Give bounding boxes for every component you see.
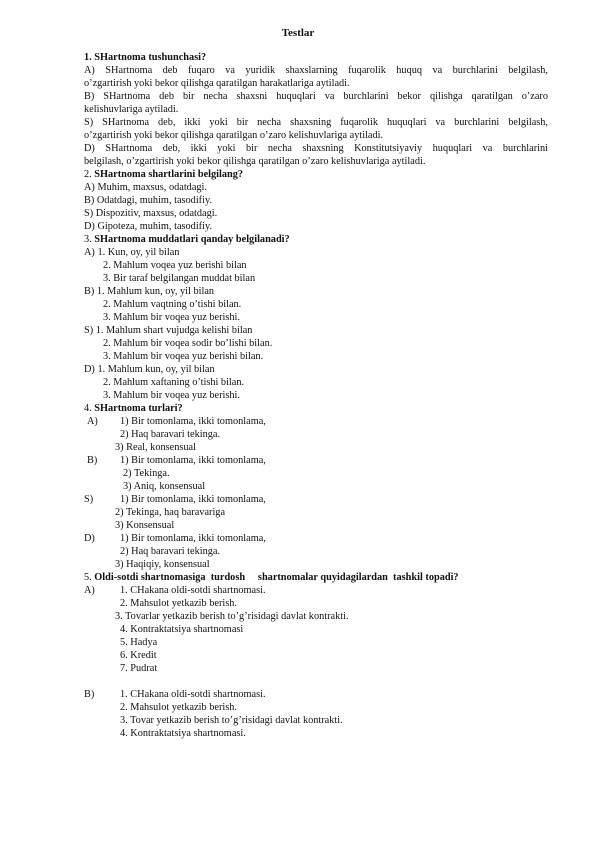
q3-option-d-item2: 2. Mahlum xaftaning o’tishi bilan. [103,377,245,388]
q4-option-c-label: S) [84,494,94,505]
q4-option-d-item2: 2) Haq baravari tekinga. [120,546,221,557]
q2-option-d: D) Gipoteza, muhim, tasodifiy. [84,221,213,232]
q4-option-d-label: D) [84,533,95,544]
q3-option-b-item1: B) 1. Mahlum kun, oy, yil bilan [84,286,215,297]
q4-option-a-item3: 3) Real, konsensual [115,442,196,453]
q5-option-b-item3: 3. Tovar yetkazib berish to’g’risidagi davlat kontrakti. [120,715,343,726]
q1-option-b-line1: B) SHartnoma deb bir necha shaxsni huquqlari va burchlarini bekor qilishga qaratilgan o’zaro [84,91,548,102]
q1-option-b-line2: kelishuvlariga aytiladi. [84,104,179,115]
q2-number: 2. [84,169,95,180]
q5-option-a-item2: 2. Mahsulot yetkazib berish. [120,598,237,609]
page-title: Testlar [281,27,315,39]
q5-option-a-item6: 6. Kredit [120,650,157,661]
q4-heading [84,402,548,415]
q5-option-a-item1: 1. CHakana oldi-sotdi shartnomasi. [120,585,266,596]
q5-heading [84,571,548,584]
q3-option-d-item1: D) 1. Mahlum kun, oy, yil bilan [84,364,215,375]
q5-option-a-label: A) [84,585,95,596]
q1-heading: 1. SHartnoma tushunchasi? [84,52,207,63]
q4-option-b-label: B) [87,455,98,466]
q4-option-a-label: A) [87,416,98,427]
q3-heading [84,233,548,246]
q3-option-b-item2: 2. Mahlum vaqtning o’tishi bilan. [103,299,242,310]
q4-option-c-item2: 2) Tekinga, haq baravariga [115,507,226,518]
q1-option-c-line2: o’zgartirish yoki bekor qilishga qaratilgan o’zaro kelishuvlariga aytiladi. [84,130,384,141]
q4-option-b-item3: 3) Aniq, konsensual [123,481,206,492]
q4-heading-text: SHartnoma turlari? [94,403,183,414]
q4-option-b-item1: 1) Bir tomonlama, ikki tomonlama, [120,455,266,466]
q3-option-c-item3: 3. Mahlum bir voqea yuz berishi bilan. [103,351,264,362]
q4-option-c-item1: 1) Bir tomonlama, ikki tomonlama, [120,494,266,505]
q4-option-a-item2: 2) Haq baravari tekinga. [120,429,221,440]
q5-option-b-item2: 2. Mahsulot yetkazib berish. [120,702,237,713]
q1-option-d-line2: belgilash, o’zgartirish yoki bekor qilishga qaratilgan o’zaro kelishuvlariga aytiladi. [84,156,426,167]
q3-option-b-item3: 3. Mahlum bir voqea yuz berishi. [103,312,240,323]
q3-option-c-item1: S) 1. Mahlum shart vujudga kelishi bilan [84,325,253,336]
q2-option-b: B) Odatdagi, muhim, tasodifiy. [84,195,213,206]
q4-option-d-item3: 3) Haqiqiy, konsensual [115,559,210,570]
q4-option-b-item2: 2) Tekinga. [123,468,170,479]
q5-option-a-item3: 3. Tovarlar yetkazib berish to’g’risidagi davlat kontrakti. [115,611,349,622]
q2-heading [84,168,548,181]
q3-option-d-item3: 3. Mahlum bir voqea yuz berishi. [103,390,240,401]
q1-option-c-line1: S) SHartnoma deb, ikki yoki bir necha shaxsning fuqarolik huquqlari va burchlarini belgilash, [84,117,548,128]
q4-number: 4. [84,403,95,414]
q3-option-c-item2: 2. Mahlum bir voqea sodir bo’lishi bilan. [103,338,273,349]
q3-option-a-item2: 2. Mahlum voqea yuz berishi bilan [103,260,247,271]
q2-option-a: A) Muhim, maxsus, odatdagi. [84,182,207,193]
q3-number: 3. [84,234,95,245]
q5-heading-text: Oldi-sotdi shartnomasiga turdosh shartnomalar quyidagilardan tashkil topadi? [94,572,459,583]
q5-option-a-item4: 4. Kontraktatsiya shartnomasi [120,624,244,635]
q3-heading-text: SHartnoma muddatlari qanday belgilanadi? [94,234,290,245]
q1-option-a-line1: A) SHartnoma deb fuqaro va yuridik shaxslarning fuqarolik huquq va burchlarini belgilash, [84,65,548,76]
q3-option-a-item1: A) 1. Kun, oy, yil bilan [84,247,180,258]
q4-option-c-item3: 3) Konsensual [115,520,175,531]
q4-option-a-item1: 1) Bir tomonlama, ikki tomonlama, [120,416,266,427]
q5-option-b-label: B) [84,689,95,700]
q1-option-a-line2: o’zgartirish yoki bekor qilishga qaratilgan harakatlariga aytiladi. [84,78,350,89]
q2-option-c: S) Dispozitiv, maxsus, odatdagi. [84,208,218,219]
q1-option-d-line1: D) SHartnoma deb, ikki yoki bir necha shaxsning Konstitutsiyaviy huquqlari va burchlarini [84,143,548,154]
q5-option-b-item1: 1. CHakana oldi-sotdi shartnomasi. [120,689,266,700]
q3-option-a-item3: 3. Bir taraf belgilangan muddat bilan [103,273,256,284]
q5-option-a-item7: 7. Pudrat [120,663,158,674]
q5-option-a-item5: 5. Hadya [120,637,158,648]
q2-heading-text: SHartnoma shartlarini belgilang? [94,169,244,180]
q5-option-b-item4: 4. Kontraktatsiya shartnomasi. [120,728,246,739]
q5-number: 5. [84,572,95,583]
q4-option-d-item1: 1) Bir tomonlama, ikki tomonlama, [120,533,266,544]
